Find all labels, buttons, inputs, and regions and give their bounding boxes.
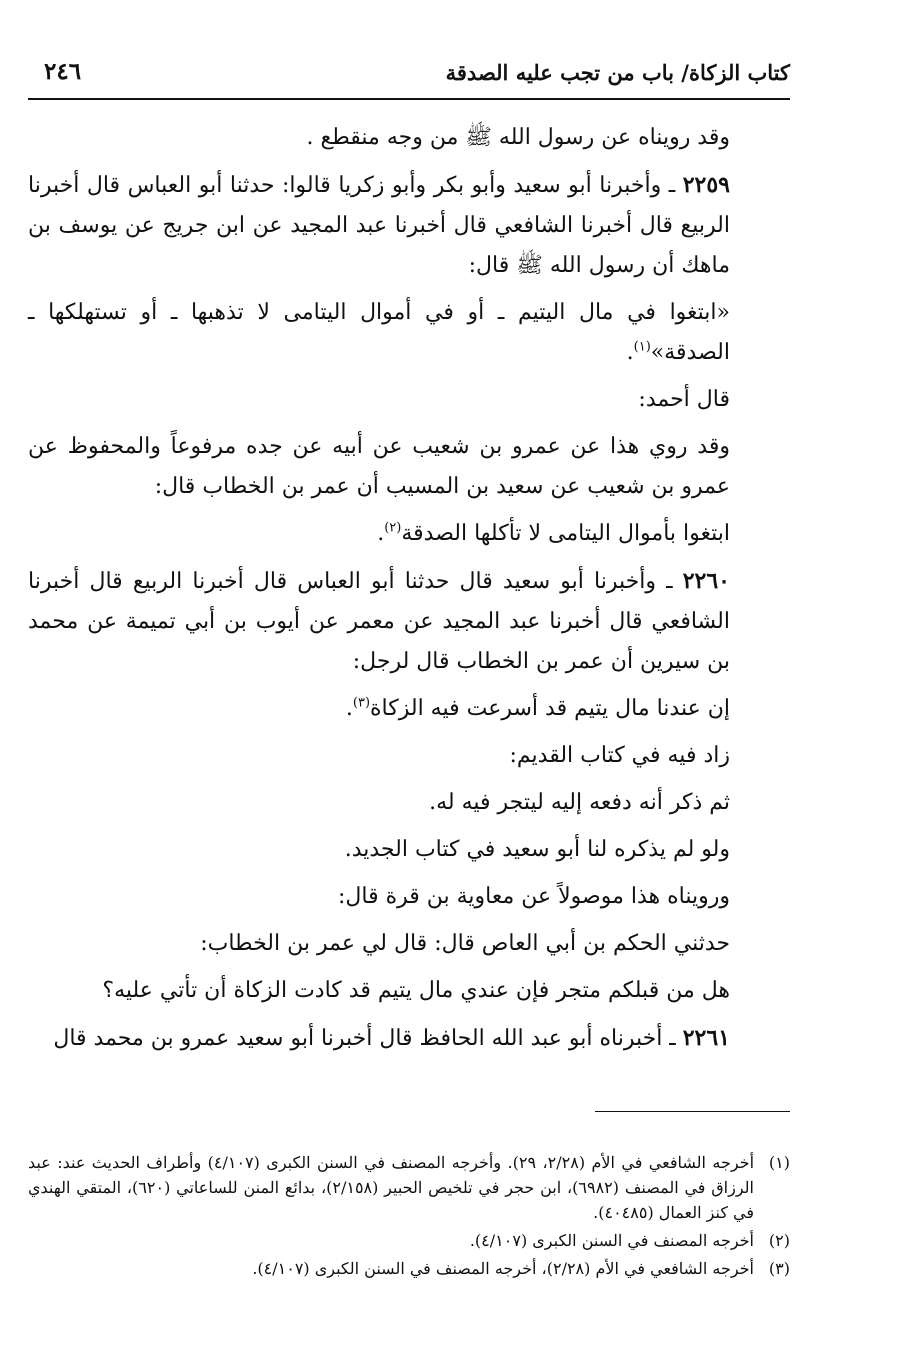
paragraph-text: ـ أخبرناه أبو عبد الله الحافظ قال أخبرنا أبو سعيد عمرو بن محمد قال [53, 1026, 683, 1051]
paragraph-text: ـ وأخبرنا أبو سعيد وأبو بكر وأبو زكريا قالوا: حدثنا أبو العباس قال أخبرنا الربيع قال أخبرنا الشافعي قال أخبرنا عبد المجيد عن ابن جريج عن يوسف بن ماهك أن رسول الله ﷺ قال: [28, 173, 730, 278]
page-number: ٢٤٦ [44, 58, 82, 85]
footnote-separator [595, 1111, 790, 1112]
footnote-ref[interactable]: (٢) [384, 520, 402, 536]
footnote [28, 1256, 790, 1281]
paragraph-text: إن عندنا مال يتيم قد أسرعت فيه الزكاة [370, 696, 730, 721]
paragraph [28, 118, 790, 158]
footnote-text: أخرجه الشافعي في الأم (٢/٢٨)، أخرجه المصنف في السنن الكبرى (٤/١٠٧). [252, 1259, 754, 1278]
hadith-number: ٢٢٦١ [682, 1025, 730, 1051]
paragraph-tail: . [345, 696, 353, 721]
paragraph [28, 830, 790, 870]
paragraph-text: وقد روي هذا عن عمرو بن شعيب عن أبيه عن جده مرفوعاً والمحفوظ عن عمرو بن شعيب عن سعيد بن المسيب أن عمر بن الخطاب قال: [28, 434, 730, 499]
paragraph [28, 293, 790, 373]
paragraph-text: ـ وأخبرنا أبو سعيد قال حدثنا أبو العباس قال أخبرنا الربيع قال أخبرنا الشافعي قال أخبرنا عبد المجيد عن معمر عن أيوب بن أبي تميمة عن محمد بن سيرين أن عمر بن الخطاب قال لرجل: [28, 569, 730, 674]
hadith-number: ٢٢٦٠ [682, 568, 730, 594]
footnote [28, 1150, 790, 1225]
running-header [28, 58, 790, 100]
footnote-mark: (١) [768, 1153, 790, 1172]
paragraph-text: قال أحمد: [638, 387, 730, 412]
paragraph-tail: . [626, 340, 634, 365]
paragraph-text: ولو لم يذكره لنا أبو سعيد في كتاب الجديد. [344, 837, 730, 862]
footnote-mark: (٢) [768, 1231, 790, 1250]
main-text [28, 118, 790, 1066]
paragraph [28, 877, 790, 917]
footnote-ref[interactable]: (١) [633, 339, 651, 355]
paragraph-text: حدثني الحكم بن أبي العاص قال: قال لي عمر بن الخطاب: [200, 931, 730, 956]
paragraph-text: «ابتغوا في مال اليتيم ـ أو في أموال اليتامى لا تذهبها ـ أو تستهلكها ـ الصدقة» [28, 300, 730, 365]
paragraph [28, 561, 790, 682]
paragraph-text: وقد رويناه عن رسول الله ﷺ من وجه منقطع . [306, 125, 730, 150]
paragraph-text: ورويناه هذا موصولاً عن معاوية بن قرة قال: [337, 884, 730, 909]
paragraph [28, 689, 790, 729]
paragraph [28, 514, 790, 554]
paragraph-text: ثم ذكر أنه دفعه إليه ليتجر فيه له. [429, 790, 730, 815]
paragraph [28, 165, 790, 286]
footnote-ref[interactable]: (٣) [352, 695, 371, 711]
paragraph-tail: . [377, 521, 385, 546]
paragraph [28, 783, 790, 823]
paragraph [28, 924, 790, 964]
hadith-number: ٢٢٥٩ [682, 172, 730, 198]
paragraph [28, 380, 790, 420]
paragraph [28, 971, 790, 1011]
footnote [28, 1228, 790, 1253]
paragraph [28, 736, 790, 776]
running-title: كتاب الزكاة/ باب من تجب عليه الصدقة [445, 60, 790, 85]
paragraph-text: ابتغوا بأموال اليتامى لا تأكلها الصدقة [401, 521, 730, 546]
footnotes [28, 1150, 790, 1284]
footnote-text: أخرجه المصنف في السنن الكبرى (٤/١٠٧). [469, 1231, 754, 1250]
paragraph [28, 1018, 790, 1059]
paragraph-text: زاد فيه في كتاب القديم: [509, 743, 730, 768]
paragraph [28, 427, 790, 507]
footnote-text: أخرجه الشافعي في الأم (٢/٢٨، ٢٩). وأخرجه المصنف في السنن الكبرى (٤/١٠٧) وأطراف الحديث عند: عبد الرزاق في المصنف (٦٩٨٢)، ابن حجر في تلخيص الحبير (٢/١٥٨)، بدائع المنن للساعاتي (٦٢٠)، المتقي الهندي في كنز العمال (٤٠٤٨٥). [28, 1153, 755, 1222]
paragraph-text: هل من قبلكم متجر فإن عندي مال يتيم قد كادت الزكاة أن تأتي عليه؟ [102, 978, 730, 1003]
footnote-mark: (٣) [768, 1259, 790, 1278]
